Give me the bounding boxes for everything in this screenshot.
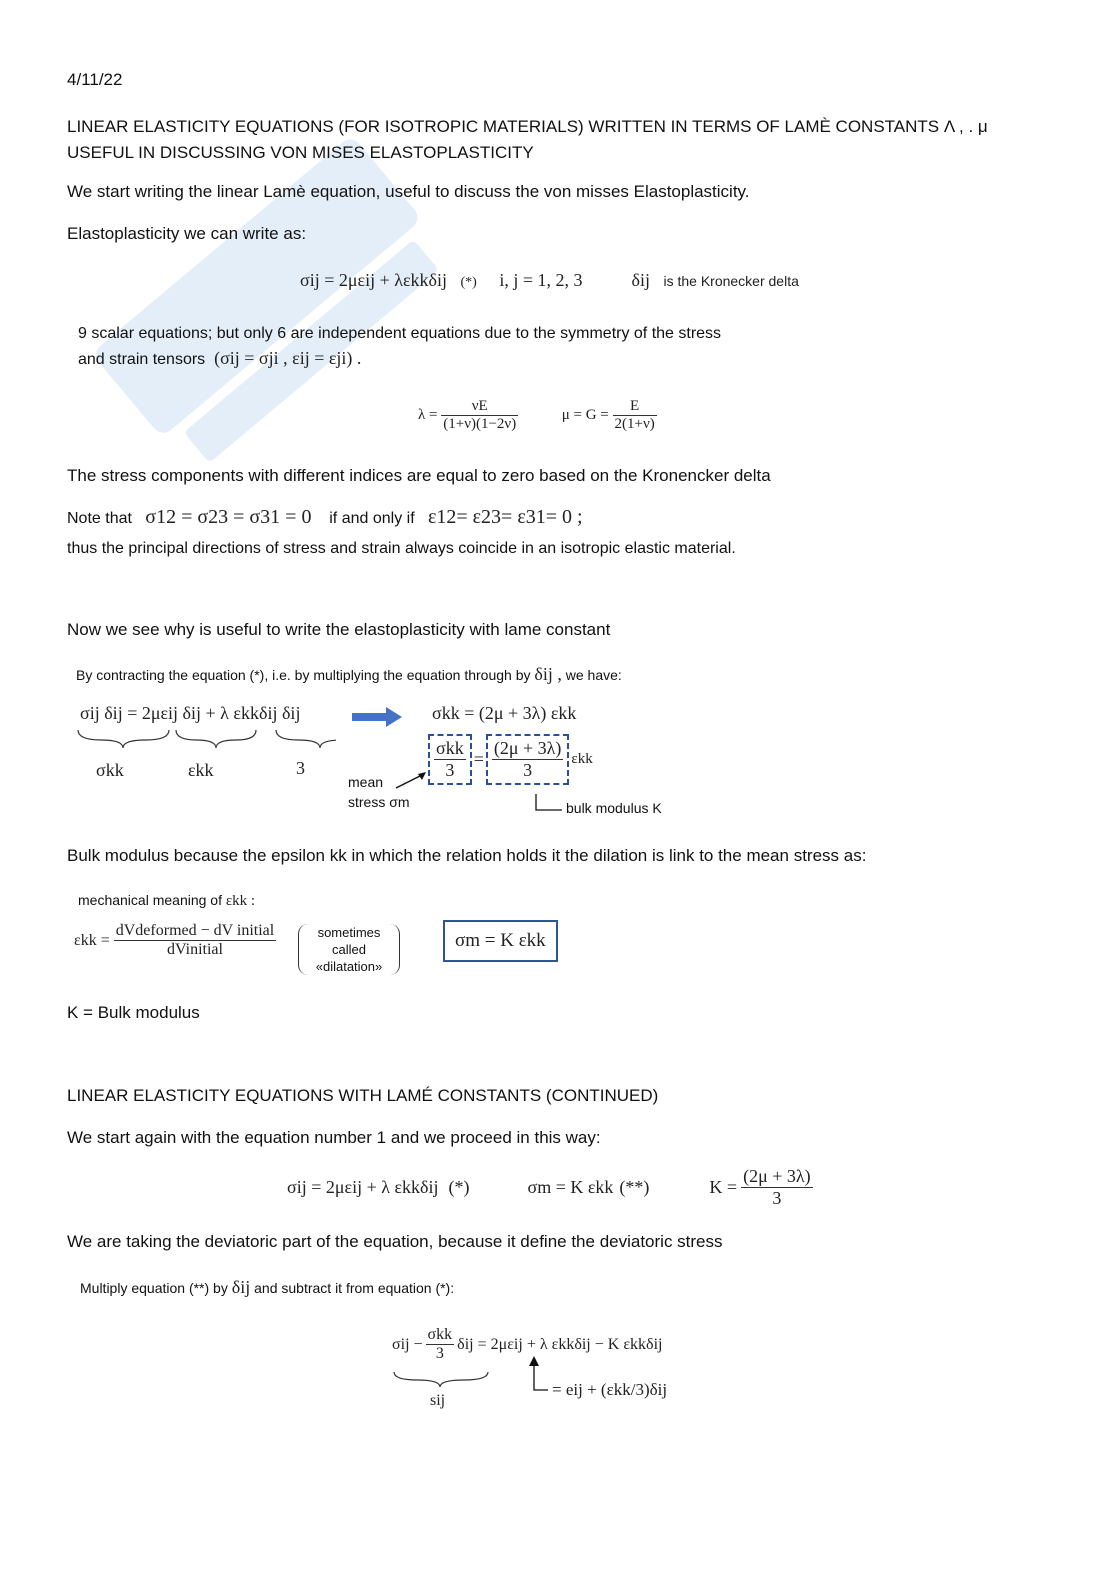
underbraces [76,728,336,750]
eq2-a: σij = 2μεij + λ εkkδij [287,1177,439,1197]
principal-directions-note: thus the principal directions of stress and strain always coincide in an isotropic elastic material. [67,540,736,557]
bulk-boxed-equation: σm = K εkk [443,920,558,962]
scalar-note-line-1: 9 scalar equations; but only 6 are independent equations due to the symmetry of the stress [78,325,722,342]
deviatoric-frac-den: 3 [435,1345,444,1362]
underbrace-label-three: 3 [296,758,305,778]
paragraph-6: K = Bulk modulus [67,1003,200,1022]
k-numerator: (2μ + 3λ) [743,1166,811,1186]
eq2-b-tag: (**) [619,1177,650,1197]
deviatoric-lhs-b: δij = 2μεij + λ εkkδij − K εkkδij [457,1335,663,1353]
up-arrow-bracket-icon [524,1356,554,1396]
lambda-lhs: λ = [418,406,438,423]
multiply-delta: δij [231,1277,251,1297]
note-that-label: Note that [67,510,132,527]
mech-title-symbol: εkk : [225,893,256,909]
frac2-numerator: (2μ + 3λ) [493,738,562,758]
mean-arrow-icon [394,770,430,790]
eq2-b: σm = K εkk [527,1177,614,1197]
bulk-bracket-icon [534,794,564,816]
underbrace-label-eps: εkk [188,760,214,780]
equation-lame-formula: σij = 2μεij + λεkkδij [300,270,447,290]
frac1-numerator: σkk [436,738,464,758]
note-that-line [67,506,583,529]
paragraph-7: We start again with the equation number 1 and we proceed in this way: [67,1128,601,1147]
contraction-equation: σij δij = 2μεij δij + λ εkkδij δij [80,703,301,723]
contraction-intro [76,664,622,685]
scalar-equations-note [78,322,721,372]
multiply-text-1: Multiply equation (**) by [80,1280,228,1296]
equation-lame-tag: (*) [460,275,477,290]
heading-1-line-1: LINEAR ELASTICITY EQUATIONS (FOR ISOTROPIC MATERIALS) WRITTEN IN TERMS OF LAMÈ CONSTANTS Λ , . μ [67,117,988,136]
kronecker-delta-symbol: δij [631,270,650,290]
paragraph-1: We start writing the linear Lamè equation, useful to discuss the von misses Elastoplasticity. [67,182,750,201]
k-denominator: 3 [772,1188,782,1208]
contraction-intro-text: By contracting the equation (*), i.e. by multiplying the equation through by [76,667,531,683]
heading-1-line-2: USEFUL IN DISCUSSING VON MISES ELASTOPLASTICITY [67,143,534,162]
underbrace-label-sigma: σkk [96,760,124,780]
frac1-denominator: 3 [445,760,455,780]
mu-lhs: μ = G = [561,406,609,423]
eps-kk: εkk [571,751,593,767]
paragraph-5: Bulk modulus because the epsilon kk in which the relation holds it the dilation is link to the mean stress as: [67,846,867,865]
k-lhs: K = [709,1177,738,1197]
arrow-right-icon [352,706,404,728]
dilatation-denominator: dVinitial [167,941,223,958]
stress-zero-relation: σ12 = σ23 = σ31 = 0 [145,506,312,528]
bulk-relation: σkk = (2μ + 3λ) εkk [432,703,577,723]
dilatation-lhs: εkk = [74,931,110,949]
lambda-numerator: νE [441,398,518,416]
kronecker-note: is the Kronecker delta [663,273,799,289]
frac2-denominator: 3 [523,760,533,780]
paragraph-4: Now we see why is useful to write the elastoplasticity with lame constant [67,620,611,639]
multiply-instruction [80,1277,454,1298]
deviatoric-substitution: = eij + (εkk/3)δij [552,1380,668,1399]
dilatation-equation [74,922,276,959]
equation-lame-range: i, j = 1, 2, 3 [499,270,583,290]
mechanical-meaning-title [78,892,255,910]
mu-numerator: E [613,398,657,416]
symmetry-relation: (σij = σji , εij = εji) . [214,348,362,368]
multiply-text-2: and subtract it from equation (*): [254,1280,455,1296]
contraction-tail: we have: [565,667,622,683]
mech-title-text: mechanical meaning of [78,892,222,908]
iff-label: if and only if [329,510,415,527]
deviatoric-sij: sij [430,1392,446,1409]
heading-2: LINEAR ELASTICITY EQUATIONS WITH LAMÉ CONSTANTS (CONTINUED) [67,1086,659,1105]
lame-constants [418,398,657,433]
deviatoric-underbrace [392,1370,492,1388]
dilatation-numerator: dVdeformed − dV initial [115,922,275,939]
bulk-modulus-label: bulk modulus K [566,800,662,816]
paragraph-3: The stress components with different indices are equal to zero based on the Kronencker delta [67,466,771,485]
paragraph-2: Elastoplasticity we can write as: [67,224,307,243]
scalar-note-line-2: and strain tensors [78,351,206,368]
strain-zero-relation: ε12= ε23= ε31= 0 ; [427,506,583,528]
date: 4/11/22 [67,70,123,89]
mu-denominator: 2(1+ν) [614,416,655,432]
equation-lame [300,270,799,291]
deviatoric-lhs-a: σij − [392,1335,423,1353]
deviatoric-frac-num: σkk [427,1326,453,1343]
sometimes-called-note: sometimes called «dilatation» [298,924,400,975]
heading-1 [67,114,1067,166]
eq2-a-tag: (*) [448,1177,470,1197]
paragraph-8: We are taking the deviatoric part of the equation, because it define the deviatoric stress [67,1232,723,1251]
equation-pair [287,1166,813,1209]
mean-stress-relation [428,734,593,785]
equals-sign: = [473,749,484,769]
stress-label: stress σm [348,794,410,810]
mean-label: mean [348,774,384,790]
lambda-denominator: (1+ν)(1−2ν) [443,416,517,432]
contraction-delta: δij , [534,664,562,684]
